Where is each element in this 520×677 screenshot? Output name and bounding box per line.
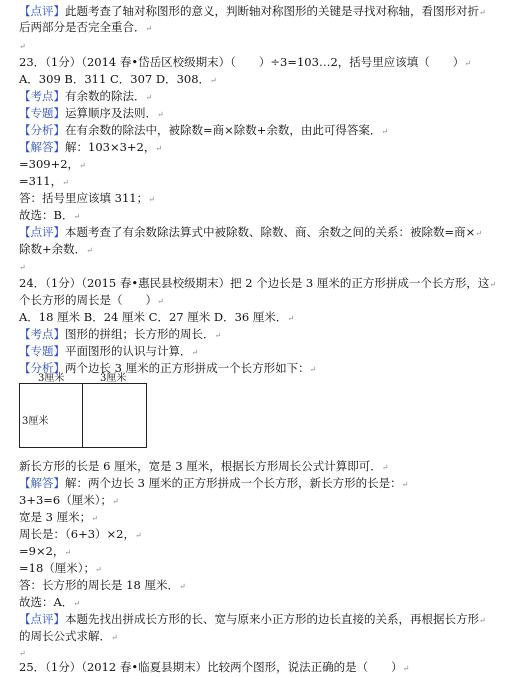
section-tag: 【专题】 (19, 344, 65, 358)
text-line (19, 4, 486, 20)
paragraph-mark-icon: ↵ (148, 195, 155, 204)
text-line (19, 629, 118, 645)
line-text: 答：长方形的周长是 18 厘米． (19, 578, 179, 592)
line-text: 新长方形的长是 6 厘米，宽是 3 厘米，根据长方形周长公式计算即可． (19, 459, 382, 473)
text-line (19, 191, 155, 207)
paragraph-mark-icon: ↵ (64, 548, 72, 557)
section-tag: 【点评】 (19, 4, 65, 18)
line-text: =309+2， (19, 157, 80, 171)
text-line (19, 595, 80, 611)
paragraph-mark-icon: ↵ (134, 531, 142, 540)
paragraph-mark-icon: ↵ (19, 42, 26, 51)
text-line (19, 259, 26, 275)
line-text: 两个边长 3 厘米的正方形拼成一个长方形如下： (65, 361, 310, 375)
line-text: 24．（1分）（2015 春•惠民县校级期末）把 2 个边长是 3 厘米的正方形拼成一个长方形，这 (19, 276, 490, 290)
text-line (19, 544, 71, 560)
paragraph-mark-icon: ↵ (402, 664, 410, 673)
text-line (19, 140, 162, 156)
paragraph-mark-icon: ↵ (309, 365, 317, 374)
text-line (19, 476, 408, 492)
text-line (19, 242, 93, 258)
paragraph-mark-icon: ↵ (381, 127, 389, 136)
line-text: 个长方形的周长是（ ） (19, 293, 157, 307)
text-line (19, 106, 164, 122)
text-line (19, 660, 409, 676)
line-text: 本题考查了有余数除法算式中被除数、除数、商、余数之间的关系：被除数=商× (65, 225, 476, 239)
line-text: 的周长公式求解． (19, 629, 111, 643)
paragraph-mark-icon: ↵ (479, 8, 486, 17)
line-text: 解：103×3+2， (65, 140, 156, 154)
line-text: 25．（1分）（2012 春•临夏县期末）比较两个图形，说法正确的是（ ） (19, 660, 403, 674)
paragraph-mark-icon: ↵ (155, 144, 163, 153)
text-line (19, 20, 152, 36)
line-text: 故选：B． (19, 208, 74, 222)
line-text: 在有余数的除法中，被除数=商×除数+余数，由此可得答案． (65, 123, 382, 137)
line-text: =9×2， (19, 544, 65, 558)
paragraph-mark-icon: ↵ (111, 633, 118, 642)
paragraph-mark-icon: ↵ (287, 314, 295, 323)
line-text: 答：括号里应该填 311； (19, 191, 149, 205)
section-tag: 【考点】 (19, 327, 65, 341)
paragraph-mark-icon: ↵ (95, 565, 102, 574)
paragraph-mark-icon: ↵ (489, 280, 497, 289)
section-tag: 【点评】 (19, 612, 65, 626)
line-text: 除数+余数． (19, 242, 87, 256)
paragraph-mark-icon: ↵ (210, 76, 217, 85)
text-line (19, 72, 217, 88)
text-line (19, 527, 142, 543)
text-line (19, 208, 80, 224)
paragraph-mark-icon: ↵ (475, 229, 482, 238)
section-tag: 【解答】 (19, 476, 65, 490)
paragraph-mark-icon: ↵ (91, 514, 98, 523)
line-text: 有余数的除法． (65, 89, 146, 103)
line-text: 3+3=6（厘米）； (19, 493, 112, 507)
paragraph-mark-icon: ↵ (19, 263, 26, 272)
line-text: A．309 B．311 C．307 D．308． (19, 72, 211, 86)
text-line (19, 55, 471, 71)
line-text: 宽是 3 厘米； (19, 510, 92, 524)
rectangle-diagram (19, 383, 147, 448)
diagram-side-label: 3厘米 (22, 416, 49, 427)
paragraph-mark-icon: ↵ (157, 110, 164, 119)
text-line (19, 327, 221, 343)
line-text: 图形的拼组；长方形的周长． (65, 327, 215, 341)
paragraph-mark-icon: ↵ (178, 582, 186, 591)
text-line (19, 493, 119, 509)
text-line (19, 510, 98, 526)
section-tag: 【专题】 (19, 106, 65, 120)
section-tag: 【分析】 (19, 123, 65, 137)
paragraph-mark-icon: ↵ (19, 649, 26, 658)
line-text: 23．（1分）（2014 春•岱岳区校级期末）（ ）÷3=103…2，括号里应该填（ ） (19, 55, 465, 69)
diagram-top-label-left: 3厘米 (38, 373, 65, 384)
paragraph-mark-icon: ↵ (111, 497, 119, 506)
text-line (19, 459, 388, 475)
text-line (19, 310, 294, 326)
paragraph-mark-icon: ↵ (191, 348, 199, 357)
text-line (19, 38, 26, 54)
line-text: =18（厘米）； (19, 561, 96, 575)
paragraph-mark-icon: ↵ (86, 246, 93, 255)
paragraph-mark-icon: ↵ (79, 161, 86, 170)
paragraph-mark-icon: ↵ (73, 212, 81, 221)
paragraph-mark-icon: ↵ (145, 93, 153, 102)
text-line (19, 225, 482, 241)
paragraph-mark-icon: ↵ (401, 480, 409, 489)
text-line (19, 123, 388, 139)
text-line (19, 174, 69, 190)
text-line (19, 276, 496, 292)
diagram-top-label-right: 3厘米 (100, 373, 127, 384)
paragraph-mark-icon: ↵ (479, 616, 486, 625)
line-text: 后两部分是否完全重合． (19, 20, 146, 34)
section-tag: 【分析】 (19, 361, 65, 375)
line-text: 此题考查了轴对称图形的意义，判断轴对称图形的关键是寻找对称轴，看图形对折 (65, 4, 479, 18)
line-text: =311， (19, 174, 63, 188)
text-line (19, 612, 486, 628)
paragraph-mark-icon: ↵ (214, 331, 222, 340)
line-text: 周长是：（6+3）×2， (19, 527, 135, 541)
paragraph-mark-icon: ↵ (62, 178, 69, 187)
line-text: 平面图形的认识与计算． (65, 344, 192, 358)
text-line (19, 344, 198, 360)
paragraph-mark-icon: ↵ (145, 24, 153, 33)
section-tag: 【考点】 (19, 89, 65, 103)
line-text: 解：两个边长 3 厘米的正方形拼成一个长方形，新长方形的长是： (65, 476, 402, 490)
paragraph-mark-icon: ↵ (157, 297, 164, 306)
text-line (19, 89, 152, 105)
text-line (19, 645, 26, 661)
text-line (19, 293, 164, 309)
line-text: 故选：A． (19, 595, 74, 609)
line-text: 本题先找出拼成长方形的长、宽与原来小正方形的边长直接的关系，再根据长方形 (65, 612, 479, 626)
paragraph-mark-icon: ↵ (73, 599, 81, 608)
line-text: A．18 厘米 B．24 厘米 C．27 厘米 D．36 厘米． (19, 310, 288, 324)
paragraph-mark-icon: ↵ (381, 463, 389, 472)
text-line (19, 561, 102, 577)
section-tag: 【解答】 (19, 140, 65, 154)
text-line (19, 157, 86, 173)
text-line (19, 578, 186, 594)
section-tag: 【点评】 (19, 225, 65, 239)
line-text: 运算顺序及法则． (65, 106, 157, 120)
paragraph-mark-icon: ↵ (464, 59, 471, 68)
square-divider (82, 384, 83, 447)
